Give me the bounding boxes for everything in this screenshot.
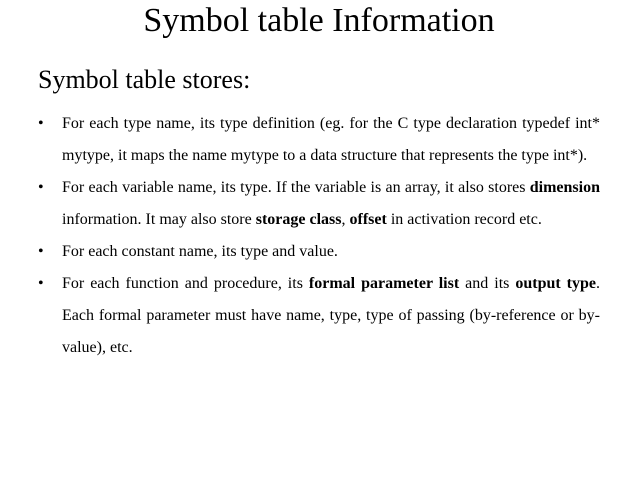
bullet-segment: For each function and procedure, its [62,275,309,292]
bullet-segment: , [341,211,350,228]
bullet-item-type-name [38,108,600,172]
bullet-bold-term: dimension [529,179,600,196]
slide-title: Symbol table Information [143,2,495,39]
bullet-segment: For each constant name, its type and value. [62,243,338,260]
bullet-marker-icon: • [38,115,44,132]
bullet-list [38,108,600,364]
bullet-bold-term: output type [515,275,597,292]
bullet-marker-icon: • [38,275,44,292]
bullet-marker-icon: • [38,179,44,196]
slide-subtitle: Symbol table stores: [38,65,251,94]
bullet-item-constant-name [38,236,600,268]
bullet-segment: . Each formal parameter must have name, type, type of passing (by-reference or by-value), etc. [62,275,601,356]
bullet-text [62,179,600,228]
bullet-bold-term: offset [349,211,387,228]
bullet-segment: and its [459,275,516,292]
bullet-item-function-procedure [38,268,600,364]
bullet-item-variable-name [38,172,600,236]
bullet-bold-term: storage class [255,211,342,228]
bullet-segment: For each type name, its type definition (eg. for the C type declaration typedef int* mytype, it maps the name mytype to a data structure that represents the type int*). [62,115,600,164]
bullet-segment: in activation record etc. [386,211,542,228]
bullet-marker-icon: • [38,243,44,260]
bullet-segment: For each variable name, its type. If the variable is an array, it also stores [62,179,530,196]
bullet-text [62,115,600,164]
bullet-text [62,243,338,260]
bullet-bold-term: formal parameter list [308,275,460,292]
bullet-text [62,275,600,356]
bullet-segment: information. It may also store [62,211,256,228]
